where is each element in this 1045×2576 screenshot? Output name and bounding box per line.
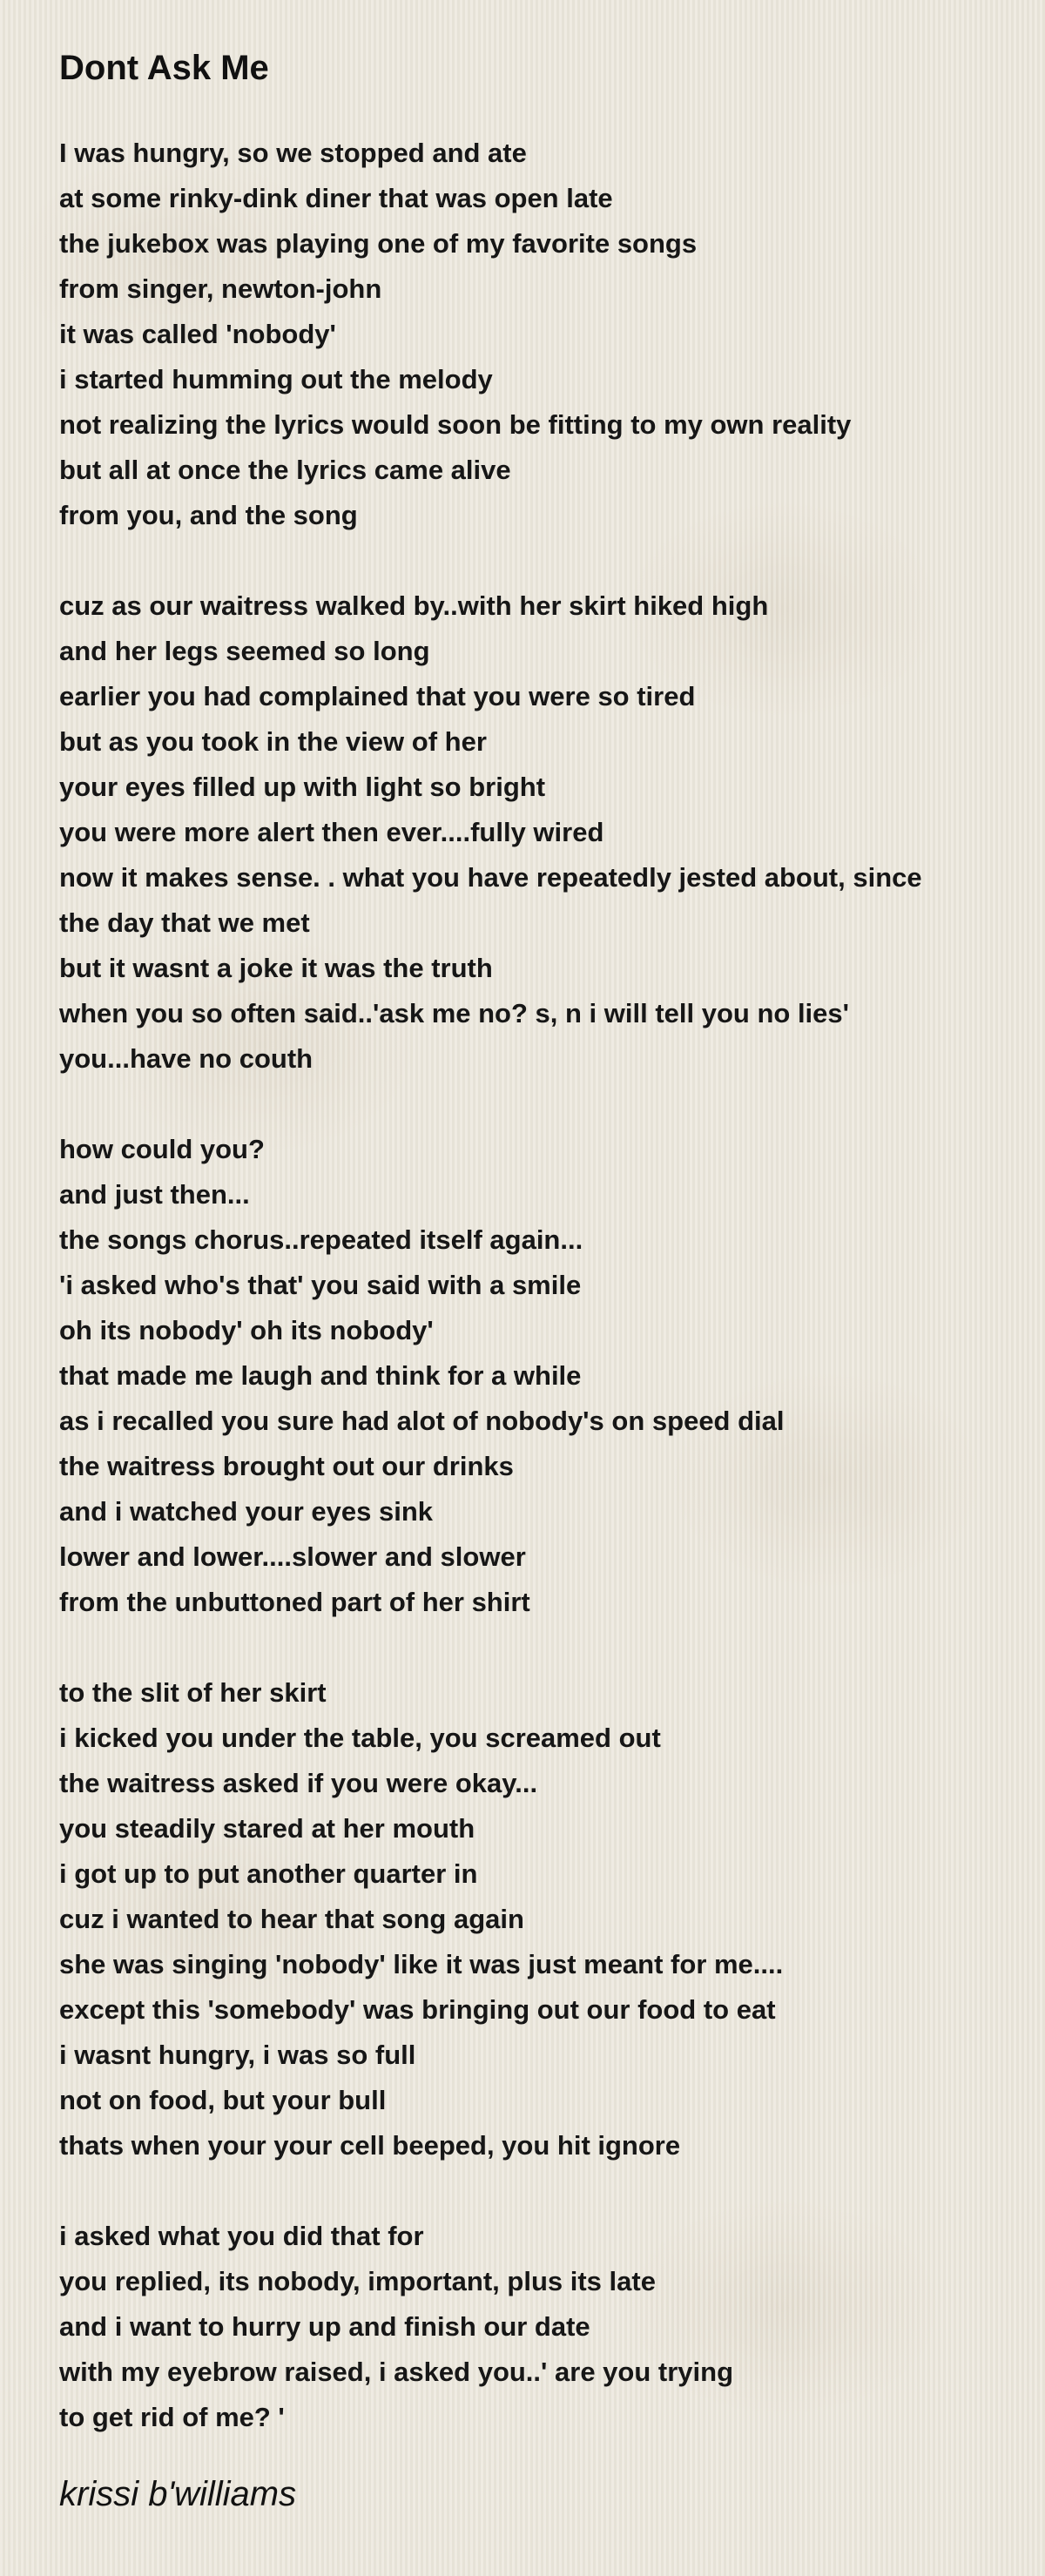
poem-line: your eyes filled up with light so bright (59, 772, 546, 802)
poem-line: not realizing the lyrics would soon be fitting to my own reality (59, 409, 852, 440)
poem-line: you steadily stared at her mouth (59, 1813, 475, 1844)
poem-author: krissi b'williams (59, 2475, 297, 2513)
poem-line: but all at once the lyrics came alive (59, 455, 511, 485)
poem-line: 'i asked who's that' you said with a smile (59, 1270, 582, 1300)
poem-line: at some rinky-dink diner that was open late (59, 183, 613, 213)
poem-line: how could you? (59, 1134, 265, 1164)
poem-line: i asked what you did that for (59, 2221, 424, 2251)
poem-line: i started humming out the melody (59, 364, 493, 394)
poem-line: not on food, but your bull (59, 2085, 387, 2115)
poem-line: you were more alert then ever....fully wired (59, 817, 604, 847)
poem-line: the waitress asked if you were okay... (59, 1768, 538, 1798)
stanza-5 (59, 2214, 986, 2440)
poem-line: from you, and the song (59, 500, 358, 530)
poem-line: the day that we met (59, 907, 310, 938)
poem-line: but as you took in the view of her (59, 726, 487, 757)
poem-line: and i watched your eyes sink (59, 1496, 433, 1527)
poem-line: i got up to put another quarter in (59, 1858, 478, 1889)
poem-line: cuz i wanted to hear that song again (59, 1904, 524, 1934)
poem-line: and her legs seemed so long (59, 636, 430, 666)
poem-line: now it makes sense. . what you have repeatedly jested about, since (59, 862, 922, 893)
poem-line: i kicked you under the table, you screamed out (59, 1723, 661, 1753)
poem-line: to get rid of me? ' (59, 2402, 285, 2432)
poem-line: i wasnt hungry, i was so full (59, 2040, 416, 2070)
poem-line: and i want to hurry up and finish our date (59, 2311, 590, 2342)
poem-line: earlier you had complained that you were so tired (59, 681, 696, 711)
poem-line: the jukebox was playing one of my favorite songs (59, 228, 698, 259)
poem-line: but it wasnt a joke it was the truth (59, 953, 493, 983)
poem-line: you...have no couth (59, 1043, 314, 1074)
poem-line: that made me laugh and think for a while (59, 1360, 582, 1391)
poem-line: you replied, its nobody, important, plus its late (59, 2266, 656, 2296)
poem-line: cuz as our waitress walked by..with her skirt hiked high (59, 590, 769, 621)
poem-line: thats when your your cell beeped, you hit ignore (59, 2130, 681, 2161)
poem-line: when you so often said..'ask me no? s, n i will tell you no lies' (59, 998, 850, 1028)
poem-line: to the slit of her skirt (59, 1677, 327, 1708)
poem-line: oh its nobody' oh its nobody' (59, 1315, 434, 1345)
stanza-3 (59, 1127, 986, 1625)
poem-line: except this 'somebody' was bringing out our food to eat (59, 1994, 776, 2025)
poem-line: as i recalled you sure had alot of nobody's on speed dial (59, 1406, 785, 1436)
poem-body (59, 131, 986, 2440)
poem-title: Dont Ask Me (59, 49, 269, 87)
poem-line: I was hungry, so we stopped and ate (59, 138, 527, 168)
poem-line: from singer, newton-john (59, 273, 382, 304)
poem-line: the songs chorus..repeated itself again... (59, 1224, 583, 1255)
poem-line: it was called 'nobody' (59, 319, 336, 349)
stanza-1 (59, 131, 986, 538)
poem-line: and just then... (59, 1179, 250, 1210)
poem-line: the waitress brought out our drinks (59, 1451, 514, 1481)
poem-line: lower and lower....slower and slower (59, 1541, 526, 1572)
stanza-2 (59, 583, 986, 1082)
poem-line: she was singing 'nobody' like it was just meant for me.... (59, 1949, 784, 1979)
poem-line: with my eyebrow raised, i asked you..' are you trying (59, 2357, 734, 2387)
stanza-4 (59, 1670, 986, 2168)
poem-line: from the unbuttoned part of her shirt (59, 1587, 530, 1617)
